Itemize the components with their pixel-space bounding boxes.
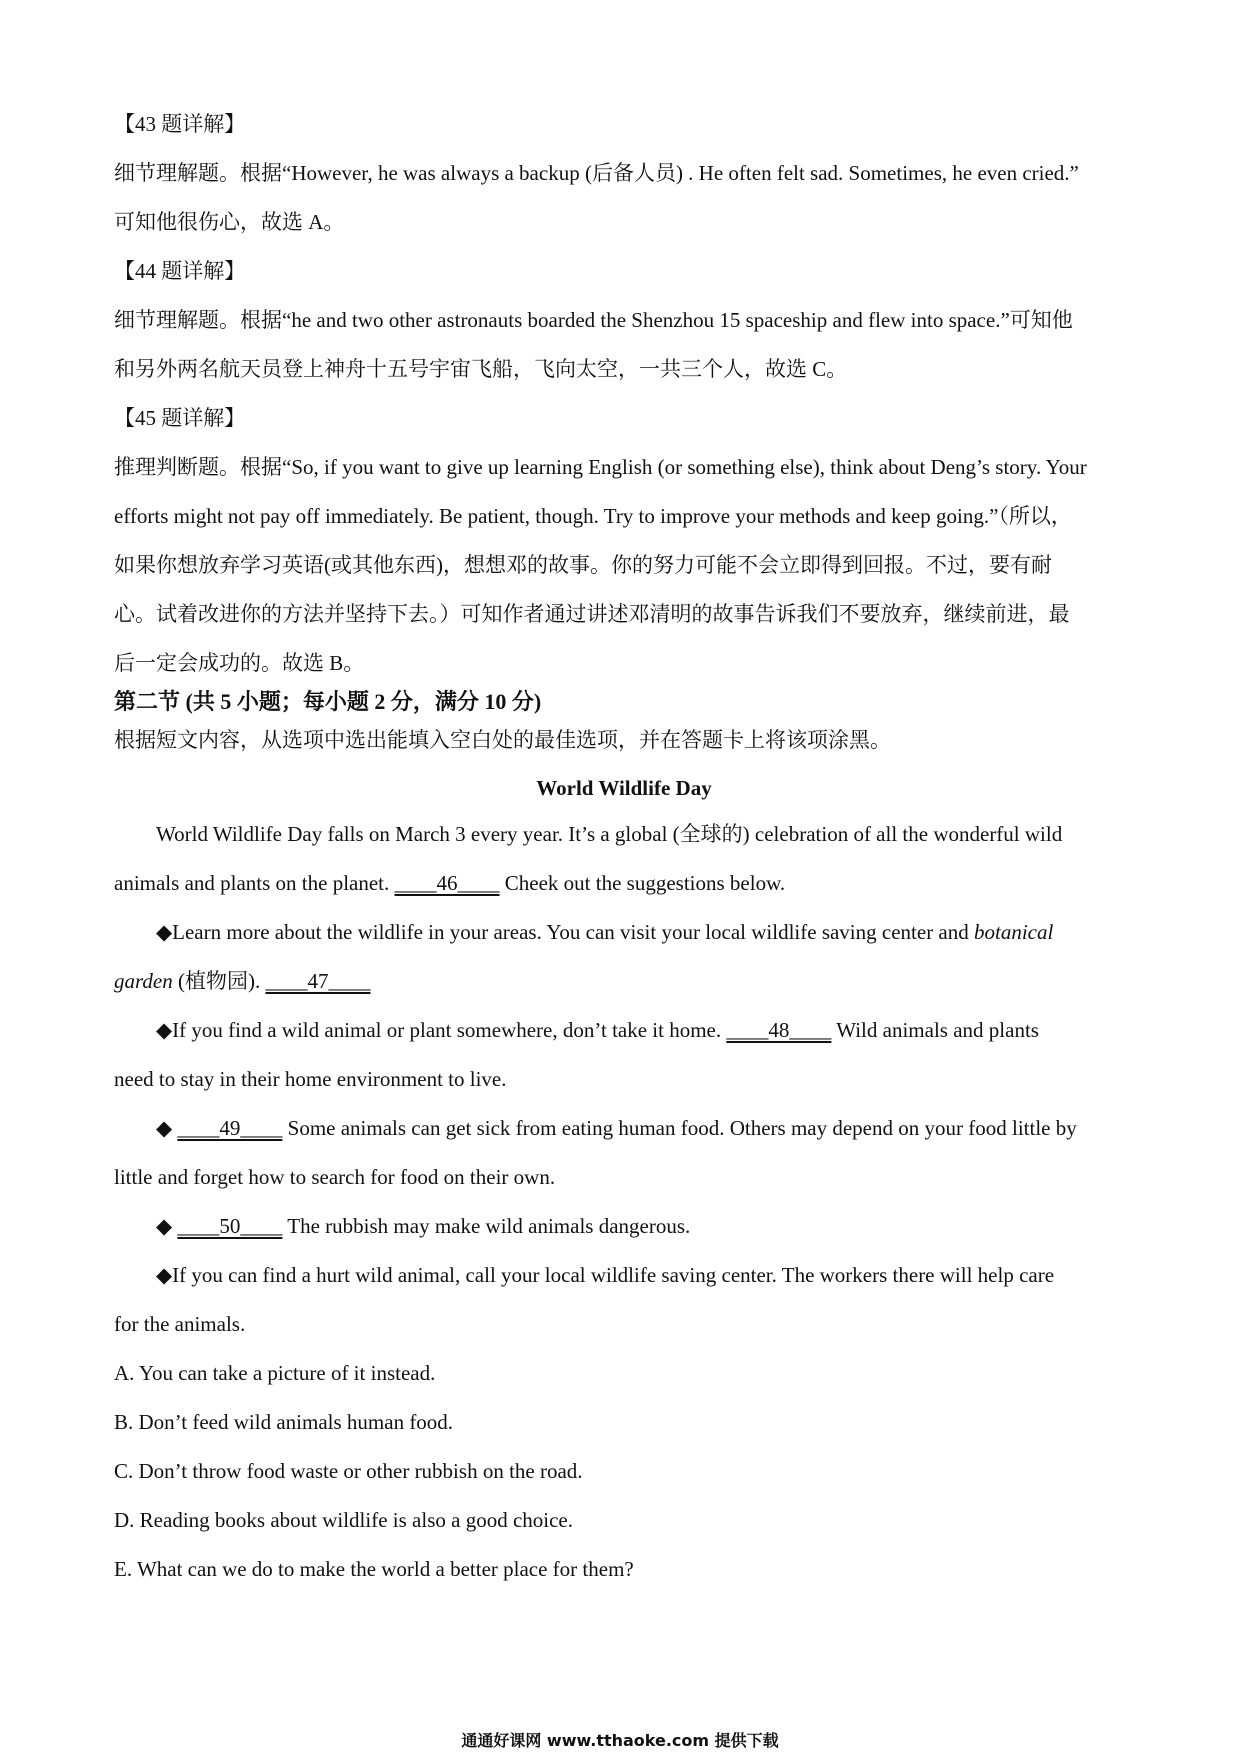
- suggestion-line: [114, 1006, 1134, 1055]
- passage-text: ◆Learn more about the wildlife in your areas. You can visit your local wildlife saving center and: [156, 920, 975, 944]
- q45-explanation-line: 如果你想放弃学习英语(或其他东西)，想想邓的故事。你的努力可能不会立即得到回报。不过，要有耐: [114, 553, 1052, 577]
- suggestion-line: need to stay in their home environment to live.: [114, 1067, 507, 1091]
- suggestion-line: little and forget how to search for food on their own.: [114, 1165, 556, 1189]
- passage-italic-text: garden: [114, 969, 173, 993]
- q44-heading: 【44 题详解】: [114, 259, 246, 283]
- passage-paragraph-line: World Wildlife Day falls on March 3 every year. It’s a global (全球的) celebration of all the wonderful wild: [156, 822, 1063, 846]
- option-e: E. What can we do to make the world a better place for them?: [114, 1557, 634, 1581]
- q45-explanation-line: 心。试着改进你的方法并坚持下去。）可知作者通过讲述邓清明的故事告诉我们不要放弃，继续前进，最: [114, 602, 1070, 626]
- blank-49: ____49____: [177, 1116, 283, 1140]
- page-footer: 通通好课网 www.tthaoke.com 提供下载: [461, 1731, 779, 1750]
- q45-explanation-line: efforts might not pay off immediately. Be patient, though. Try to improve your methods and keep going.”（所以，: [114, 504, 1072, 528]
- passage-title: World Wildlife Day: [536, 776, 712, 800]
- q44-explanation-line: 细节理解题。根据“he and two other astronauts boarded the Shenzhou 15 spaceship and flew into space.”可知他: [114, 308, 1073, 332]
- blank-50: ____50____: [177, 1214, 283, 1238]
- q45-explanation-line: 后一定会成功的。故选 B。: [114, 651, 365, 675]
- passage-text: ◆If you find a wild animal or plant somewhere, don’t take it home.: [156, 1018, 727, 1042]
- passage-text: Some animals can get sick from eating human food. Others may depend on your food little by: [282, 1116, 1077, 1140]
- q43-explanation-line: 可知他很伤心，故选 A。: [114, 210, 345, 234]
- passage-text: animals and plants on the planet.: [114, 871, 395, 895]
- q43-explanation-line: 细节理解题。根据“However, he was always a backup (后备人员) . He often felt sad. Sometimes, he even cried.”: [114, 161, 1079, 185]
- option-c: C. Don’t throw food waste or other rubbish on the road.: [114, 1459, 583, 1483]
- blank-48: ____48____: [726, 1018, 832, 1042]
- suggestion-line: [114, 1202, 1134, 1251]
- passage-text: Wild animals and plants: [831, 1018, 1039, 1042]
- passage-text: ◆: [156, 1214, 178, 1238]
- option-a: A. You can take a picture of it instead.: [114, 1361, 436, 1385]
- option-b: B. Don’t feed wild animals human food.: [114, 1410, 454, 1434]
- suggestion-line: [114, 1104, 1134, 1153]
- blank-46: ____46____: [394, 871, 500, 895]
- suggestion-line: for the animals.: [114, 1312, 246, 1336]
- suggestion-line: ◆If you can find a hurt wild animal, call your local wildlife saving center. The workers there will help care: [156, 1263, 1055, 1287]
- option-d: D. Reading books about wildlife is also a good choice.: [114, 1508, 573, 1532]
- section-title: 第二节 (共 5 小题；每小题 2 分，满分 10 分): [114, 689, 542, 714]
- passage-text: Cheek out the suggestions below.: [499, 871, 786, 895]
- q45-explanation-line: 推理判断题。根据“So, if you want to give up learning English (or something else), think about Deng’s story. Your: [114, 455, 1087, 479]
- q44-explanation-line: 和另外两名航天员登上神舟十五号宇宙飞船，飞向太空，一共三个人，故选 C。: [114, 357, 848, 381]
- document-page: [114, 100, 1134, 1594]
- suggestion-line: [114, 957, 1134, 1006]
- section-instruction: 根据短文内容，从选项中选出能填入空白处的最佳选项，并在答题卡上将该项涂黑。: [114, 728, 891, 752]
- answer-options: [114, 1349, 1134, 1594]
- passage-text: ◆: [156, 1116, 178, 1140]
- q43-heading: 【43 题详解】: [114, 112, 246, 136]
- passage-italic-text: botanical: [974, 920, 1054, 944]
- q45-heading: 【45 题详解】: [114, 406, 246, 430]
- passage-text: The rubbish may make wild animals dangerous.: [282, 1214, 691, 1238]
- passage-paragraph-line: [114, 859, 1134, 908]
- blank-47: ____47____: [265, 969, 371, 993]
- suggestion-line: [114, 908, 1134, 957]
- passage-text: (植物园).: [172, 969, 266, 993]
